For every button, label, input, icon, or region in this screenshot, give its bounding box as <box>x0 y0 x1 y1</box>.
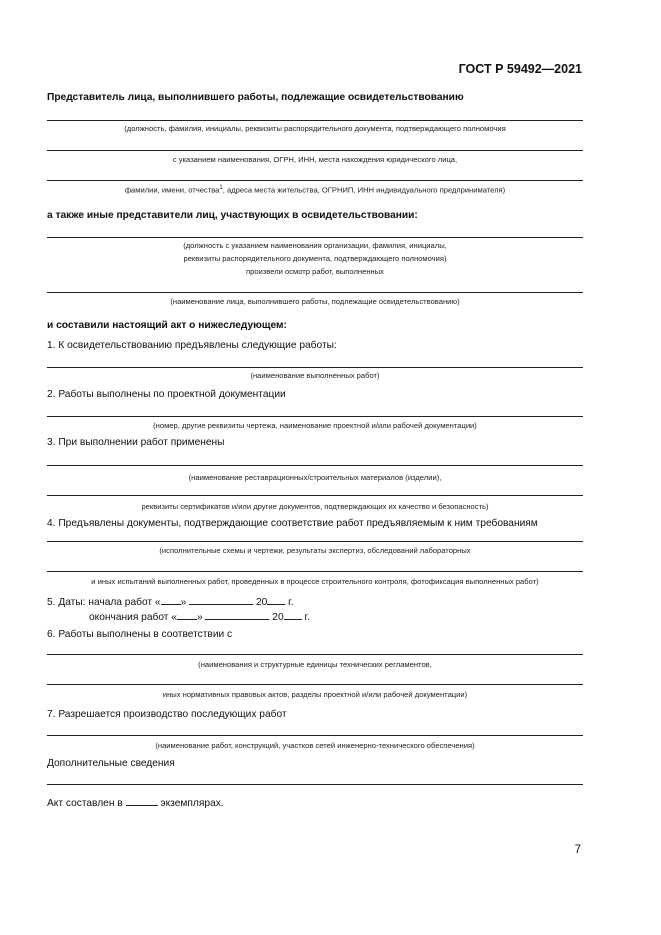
copies-suffix: экземплярах. <box>160 798 224 809</box>
item-1-text: 1. К освидетельствованию предъявлены следующие работы: <box>47 340 337 351</box>
other-caption-4: (наименование лица, выполнившего работы, подлежащие освидетельствованию) <box>170 297 460 306</box>
item-6-line-1[interactable] <box>47 654 583 655</box>
copies-count-field[interactable] <box>126 795 158 806</box>
additional-info-label: Дополнительные сведения <box>47 758 175 769</box>
other-caption-1: (должность с указанием наименования организации, фамилия, инициалы, <box>183 241 447 250</box>
item-6-caption-2: иных нормативных правовых актов, разделы проектной и/или рабочей документации) <box>162 690 468 699</box>
end-month-field[interactable] <box>205 609 269 620</box>
performer-representative-line-3[interactable] <box>47 180 583 181</box>
item-4-line-2[interactable] <box>47 571 583 572</box>
act-heading: и составили настоящий акт о нижеследующем: <box>47 320 287 331</box>
item-6-line-2[interactable] <box>47 684 583 685</box>
item-6-text: 6. Работы выполнены в соответствии с <box>47 629 233 640</box>
end-year-suffix: г. <box>304 612 310 623</box>
start-day-field[interactable] <box>161 594 181 605</box>
item-7-caption: (наименование работ, конструкций, участков сетей инженерно-технического обеспечения) <box>155 741 475 750</box>
item-3-text: 3. При выполнении работ применены <box>47 437 225 448</box>
performer-caption-3-part-a: фамилии, имени, отчества <box>124 185 220 195</box>
end-year-field[interactable] <box>284 609 302 620</box>
performer-caption-1: (должность, фамилия, инициалы, реквизиты распорядительного документа, подтверждающего полномочия <box>124 124 506 133</box>
end-date-label: окончания работ « <box>89 612 177 623</box>
start-year-suffix: г. <box>288 597 294 608</box>
performer-representative-line-2[interactable] <box>47 150 583 151</box>
item-1-caption: (наименование выполненных работ) <box>250 371 380 380</box>
item-2-line[interactable] <box>47 416 583 417</box>
page-number: 7 <box>574 844 581 856</box>
performer-caption-3: фамилии, имени, отчества$^1$, адреса места жительства, ОГРНИП, ИНН индивидуального предпринимателя) <box>124 185 506 195</box>
start-year-field[interactable] <box>267 594 285 605</box>
start-year-prefix: 20 <box>255 597 268 608</box>
item-3-caption-2: реквизиты сертификатов и/или другие документов, подтверждающих их качество и безопасность) <box>141 502 489 511</box>
copies-prefix: Акт составлен в <box>47 798 123 809</box>
performer-representative-line-1[interactable] <box>47 120 583 121</box>
end-year-prefix: 20 <box>272 612 284 623</box>
other-representatives-line-1[interactable] <box>47 237 583 238</box>
item-3-line-2[interactable] <box>47 495 583 496</box>
other-representatives-line-2[interactable] <box>47 292 583 293</box>
item-6-caption-1: (наименования и структурные единицы технических регламентов, <box>198 660 432 669</box>
item-4-line-1[interactable] <box>47 541 583 542</box>
item-7-line[interactable] <box>47 735 583 736</box>
item-2-text: 2. Работы выполнены по проектной документации <box>47 389 286 400</box>
item-4-text: 4. Предъявлены документы, подтверждающие соответствие работ предъявляемым к ним требованиям <box>47 518 538 529</box>
copies-statement <box>47 795 224 809</box>
item-4-caption-2: и иных испытаний выполненных работ, проведенных в процессе строительного контроля, фотофиксация выполненных работ) <box>91 577 539 586</box>
item-1-line[interactable] <box>47 367 583 368</box>
other-caption-3: произвели осмотр работ, выполненных <box>246 267 384 276</box>
performer-caption-2: с указанием наименования, ОГРН, ИНН, места нахождения юридического лица, <box>172 155 458 164</box>
start-quote-close: » <box>180 597 187 608</box>
footnote-mark: 1 <box>219 185 223 191</box>
end-day-field[interactable] <box>177 609 197 620</box>
item-4-caption-1: (исполнительные схемы и чертежи, результаты экспертиз, обследований лабораторных <box>159 546 471 555</box>
other-caption-2: реквизиты распорядительного документа, подтверждающего полномочия) <box>183 254 447 263</box>
performer-representative-heading: Представитель лица, выполнившего работы, подлежащие освидетельствованию <box>47 92 464 103</box>
item-2-caption: (номер, другие реквизиты чертежа, наименование проектной и/или рабочей документации) <box>153 421 477 430</box>
performer-caption-3-part-b: адреса места жительства, ОГРНИП, ИНН индивидуального предпринимателя) <box>226 185 506 195</box>
item-5-start-date <box>47 594 293 608</box>
item-3-caption-1: (наименование реставрационных/строительных материалов (изделии), <box>188 473 442 482</box>
end-quote-close: » <box>196 612 203 623</box>
other-representatives-heading: а также иные представители лиц, участвующих в освидетельствовании: <box>47 210 418 221</box>
item-7-text: 7. Разрешается производство последующих работ <box>47 709 287 720</box>
item-3-line-1[interactable] <box>47 465 583 466</box>
additional-info-line[interactable] <box>47 784 583 785</box>
start-date-label: 5. Даты: начала работ « <box>47 597 161 608</box>
start-month-field[interactable] <box>189 594 253 605</box>
item-5-end-date <box>89 609 310 623</box>
standard-header: ГОСТ Р 59492—2021 <box>458 62 582 76</box>
